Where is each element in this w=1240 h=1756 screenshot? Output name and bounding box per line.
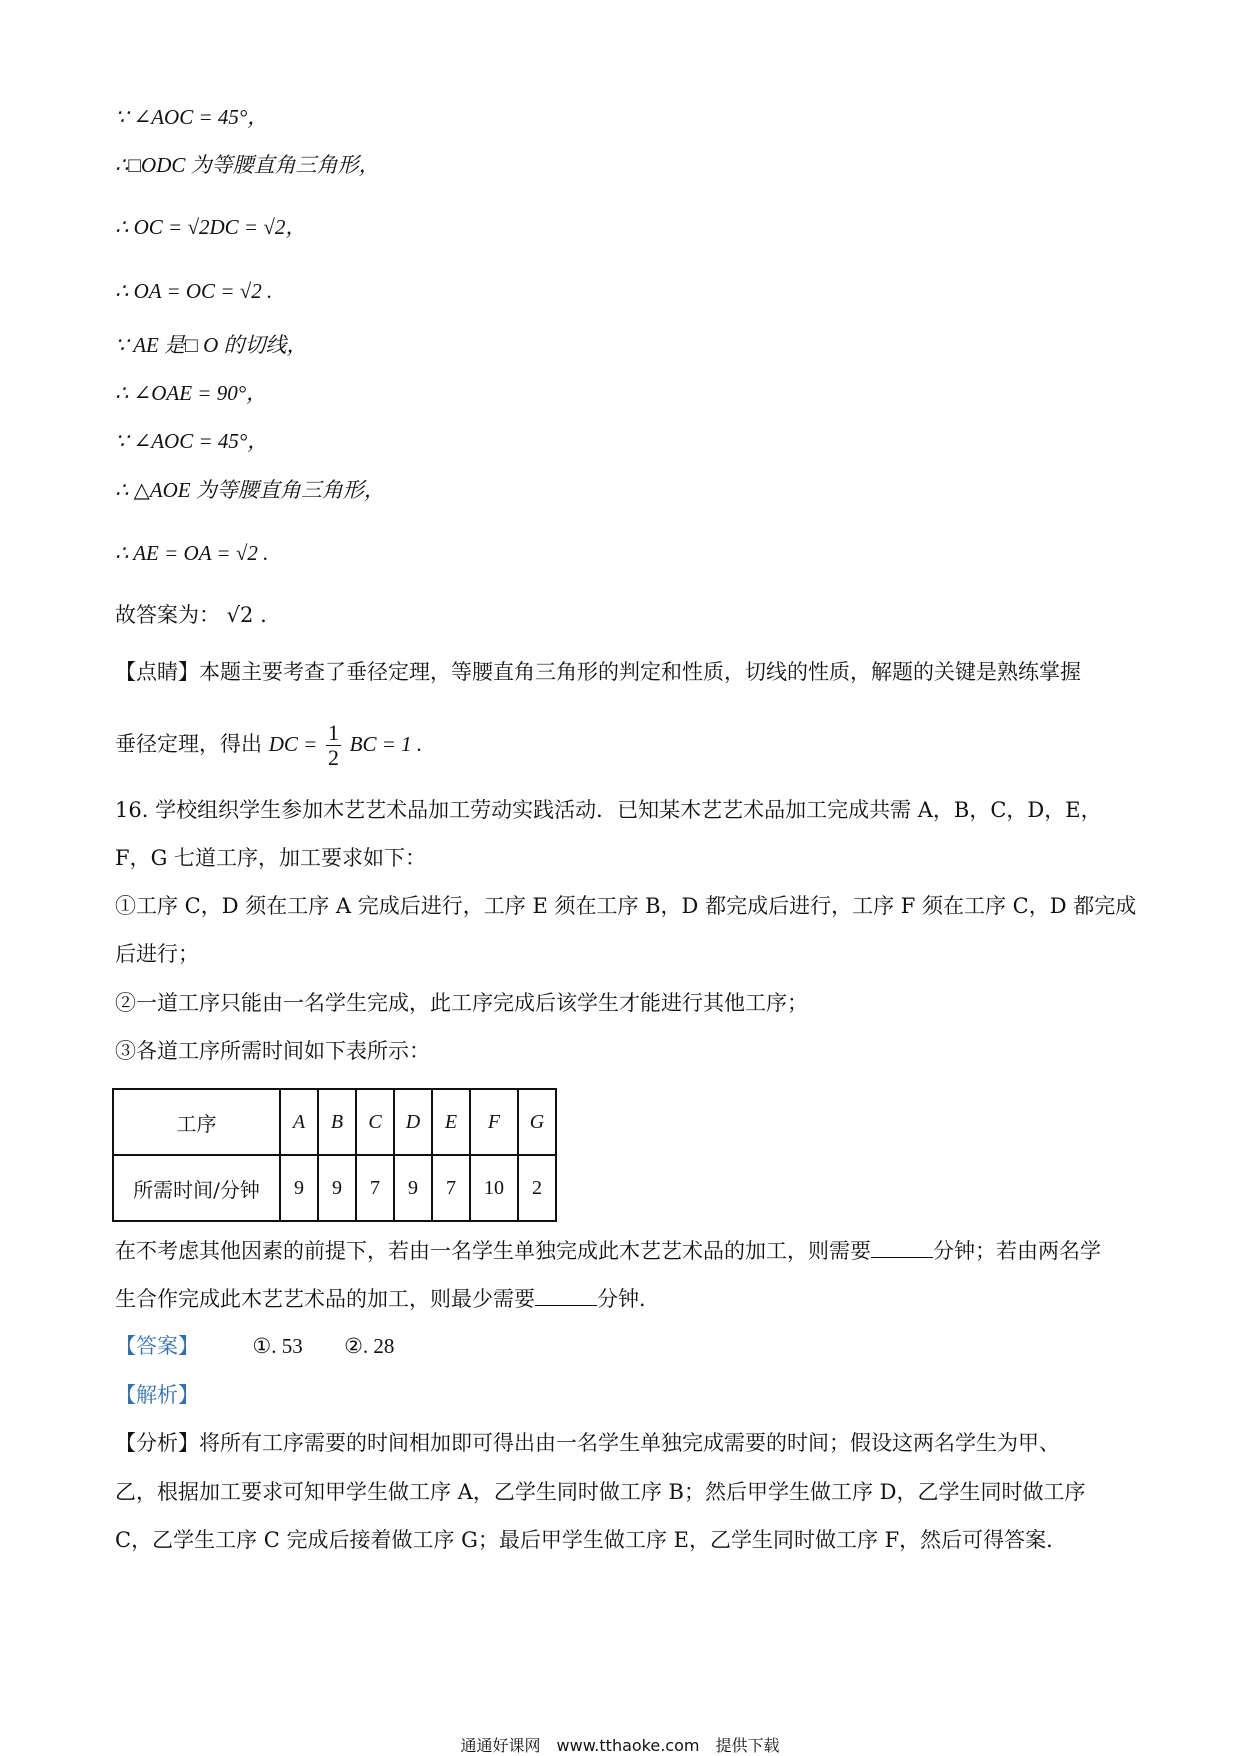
q16-after-2b: 分钟． xyxy=(597,1287,660,1311)
q16-line-4: 后进行； xyxy=(115,942,199,966)
table-cell-time-a: 9 xyxy=(280,1155,318,1221)
table-cell-proc-c: C xyxy=(356,1089,394,1155)
q16-after-1a: 在不考虑其他因素的前提下，若由一名学生单独完成此木艺艺术品的加工，则需要 xyxy=(115,1239,871,1263)
fraction-one-half xyxy=(326,721,341,770)
table-cell-time-d: 9 xyxy=(394,1155,432,1221)
q16-line-1: 16. 学校组织学生参加木艺艺术品加工劳动实践活动．已知某木艺艺术品加工完成共需 A，B，C，D，E， xyxy=(115,798,1102,822)
answer-2: ②. 28 xyxy=(344,1334,395,1358)
solution-line-9: ∴ AE = OA = √2 . xyxy=(115,541,269,565)
final-answer-line: 故答案为： √2 . xyxy=(115,603,267,627)
table-cell-proc-f: F xyxy=(470,1089,518,1155)
table-cell-time-c: 7 xyxy=(356,1155,394,1221)
solution-line-4: ∴ OA = OC = √2 . xyxy=(115,279,273,303)
solution-line-1: ∵ ∠AOC = 45°， xyxy=(115,105,269,129)
table-cell-proc-e: E xyxy=(432,1089,470,1155)
table-row-times xyxy=(113,1155,556,1221)
table-row-label: 所需时间/分钟 xyxy=(113,1155,280,1221)
q16-line-5: ②一道工序只能由一名学生完成，此工序完成后该学生才能进行其他工序； xyxy=(115,991,808,1015)
answer-line xyxy=(115,1331,394,1361)
q16-after-1b: 分钟；若由两名学 xyxy=(933,1239,1101,1263)
q16-after-line-1 xyxy=(115,1235,1101,1266)
q16-line-2: F，G 七道工序，加工要求如下： xyxy=(115,846,427,870)
table-cell-time-f: 10 xyxy=(470,1155,518,1221)
answer-tag: 【答案】 xyxy=(115,1334,199,1358)
dianjing-lhs: DC = xyxy=(268,732,318,756)
table-cell-time-g: 2 xyxy=(518,1155,556,1221)
table-cell-proc-a: A xyxy=(280,1089,318,1155)
procedure-time-table xyxy=(112,1088,557,1222)
table-cell-time-b: 9 xyxy=(318,1155,356,1221)
table-header-label: 工序 xyxy=(113,1089,280,1155)
q16-line-3: ①工序 C，D 须在工序 A 完成后进行，工序 E 须在工序 B，D 都完成后进行，工序 F 须在工序 C，D 都完成 xyxy=(115,894,1137,918)
dianjing-line-2 xyxy=(115,716,422,772)
answer-blank-2 xyxy=(535,1283,597,1306)
q16-line-6: ③各道工序所需时间如下表所示： xyxy=(115,1039,430,1063)
dianjing-prefix: 垂径定理，得出 xyxy=(115,732,262,756)
fenxi-line-2: 乙，根据加工要求可知甲学生做工序 A，乙学生同时做工序 B；然后甲学生做工序 D，乙学生同时做工序 xyxy=(115,1480,1086,1504)
solution-line-6: ∴ ∠OAE = 90°， xyxy=(115,381,268,405)
fenxi-line-3: C，乙学生工序 C 完成后接着做工序 G；最后甲学生做工序 E，乙学生同时做工序 F，然后可得答案． xyxy=(115,1528,1068,1552)
q16-after-line-2 xyxy=(115,1283,660,1314)
solution-line-5: ∵ AE 是□ O 的切线， xyxy=(115,333,308,357)
solution-line-3: ∴ OC = √2DC = √2， xyxy=(115,215,307,239)
table-cell-proc-d: D xyxy=(394,1089,432,1155)
solution-line-8: ∴ △AOE 为等腰直角三角形， xyxy=(115,478,385,502)
table-cell-time-e: 7 xyxy=(432,1155,470,1221)
solution-line-7: ∵ ∠AOC = 45°， xyxy=(115,429,269,453)
dianjing-line-1: 【点睛】本题主要考查了垂径定理，等腰直角三角形的判定和性质，切线的性质，解题的关键是熟练掌握 xyxy=(115,660,1081,684)
solution-line-2: ∴□ODC 为等腰直角三角形， xyxy=(115,153,380,177)
fenxi-line-1: 【分析】将所有工序需要的时间相加即可得出由一名学生单独完成需要的时间；假设这两名学生为甲、 xyxy=(115,1431,1060,1455)
answer-blank-1 xyxy=(871,1235,933,1258)
fraction-numerator: 1 xyxy=(327,720,339,745)
table-cell-proc-g: G xyxy=(518,1089,556,1155)
dianjing-rhs: BC = 1 . xyxy=(349,732,423,756)
jiexi-tag: 【解析】 xyxy=(115,1383,199,1407)
table-cell-proc-b: B xyxy=(318,1089,356,1155)
answer-1: ①. 53 xyxy=(252,1334,303,1358)
page-footer: 通通好课网 www.tthaoke.com 提供下载 xyxy=(460,1736,780,1755)
q16-after-2a: 生合作完成此木艺艺术品的加工，则最少需要 xyxy=(115,1287,535,1311)
table-row-procedures xyxy=(113,1089,556,1155)
fraction-denominator: 2 xyxy=(327,745,339,770)
